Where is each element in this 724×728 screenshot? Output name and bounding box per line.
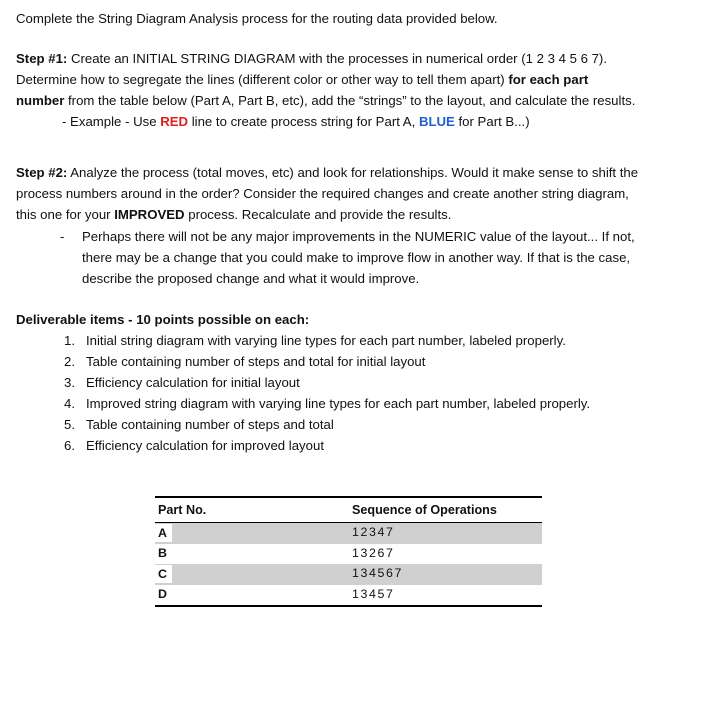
- table-row: B 13267: [158, 545, 395, 560]
- step1-line2: Determine how to segregate the lines (different color or other way to tell them apart) for each part: [16, 72, 589, 87]
- list-item: 6. Efficiency calculation for improved layout: [64, 438, 324, 453]
- document-page: Complete the String Diagram Analysis process for the routing data provided below. Step #1: Create an INITIAL STRING DIAGRAM with the processes in numerical order (1 2 3 4 5 6 7). Determine how to segregate the lines (different color or other way to tell them apart) for each part number from the table below (Part A, Part B, etc), add the “strings” to the layout, and calculate the results. - Example - Use RED line to create process string for Part A, BLUE for Part B...) Step #2: Analyze the process (total moves, etc) and look for relationships. Would it make sense to shift the process numbers around in the order? Consider the required changes and create another string diagram, this one for your IMPROVED process. Recalculate and provide the results. - Perhaps there will not be any major improvements in the NUMERIC value of the layout... If not, there may be a change that you could make to improve flow in another way. If that is the case, describe the proposed change and what it would improve. Deliverable items - 10 points possible on each: 1. Initial string diagram with varying line types for each part number, labeled properly. 2. Table containing number of steps and total for initial layout 3. Efficiency calculation for initial layout 4. Improved string diagram with varying line types for each part number, labeled properly. 5. Table containing number of steps and total 6. Efficiency calculation for improved layout Part No. Sequence of Operations A 12347 B 13267 C 134567 D 13457: [0, 0, 724, 728]
- list-item: 1. Initial string diagram with varying line types for each part number, labeled properly.: [64, 333, 566, 348]
- step2-line3: this one for your IMPROVED process. Recalculate and provide the results.: [16, 207, 452, 222]
- deliverables-list: [64, 330, 591, 456]
- step1-line3: number from the table below (Part A, Part B, etc), add the “strings” to the layout, and calculate the results.: [16, 93, 636, 108]
- red-keyword: RED: [160, 114, 189, 129]
- table-row: A 12347: [155, 523, 542, 544]
- step1-label: Step #1:: [16, 51, 68, 66]
- dash-bullet: -: [60, 229, 65, 244]
- intro-text: Complete the String Diagram Analysis process for the routing data provided below.: [16, 11, 498, 26]
- table-header-row: [155, 498, 542, 523]
- table-bottom-rule: [155, 605, 542, 607]
- routing-table: [155, 496, 542, 607]
- step2-line2: process numbers around in the order? Consider the required changes and create another string diagram,: [16, 186, 629, 201]
- header-part-no: Part No.: [158, 503, 207, 517]
- header-sequence: Sequence of Operations: [352, 503, 497, 517]
- step2-label: Step #2:: [16, 165, 68, 180]
- list-item: 2. Table containing number of steps and total for initial layout: [64, 354, 426, 369]
- step1-line1: Step #1: Create an INITIAL STRING DIAGRAM with the processes in numerical order (1 2 3 4 5 6 7).: [16, 51, 607, 66]
- table-row: C 134567: [155, 564, 542, 585]
- step1-example: - Example - Use RED line to create process string for Part A, BLUE for Part B...): [62, 114, 530, 129]
- list-item: 3. Efficiency calculation for initial layout: [64, 375, 300, 390]
- table-row: D 13457: [158, 586, 395, 601]
- deliverables-heading: Deliverable items - 10 points possible on each:: [16, 312, 310, 327]
- list-item: 5. Table containing number of steps and total: [64, 417, 334, 432]
- blue-keyword: BLUE: [418, 114, 455, 129]
- step2-line1: Step #2: Analyze the process (total moves, etc) and look for relationships. Would it make sense to shift the: [16, 165, 639, 180]
- list-item: 4. Improved string diagram with varying line types for each part number, labeled properly.: [64, 396, 591, 411]
